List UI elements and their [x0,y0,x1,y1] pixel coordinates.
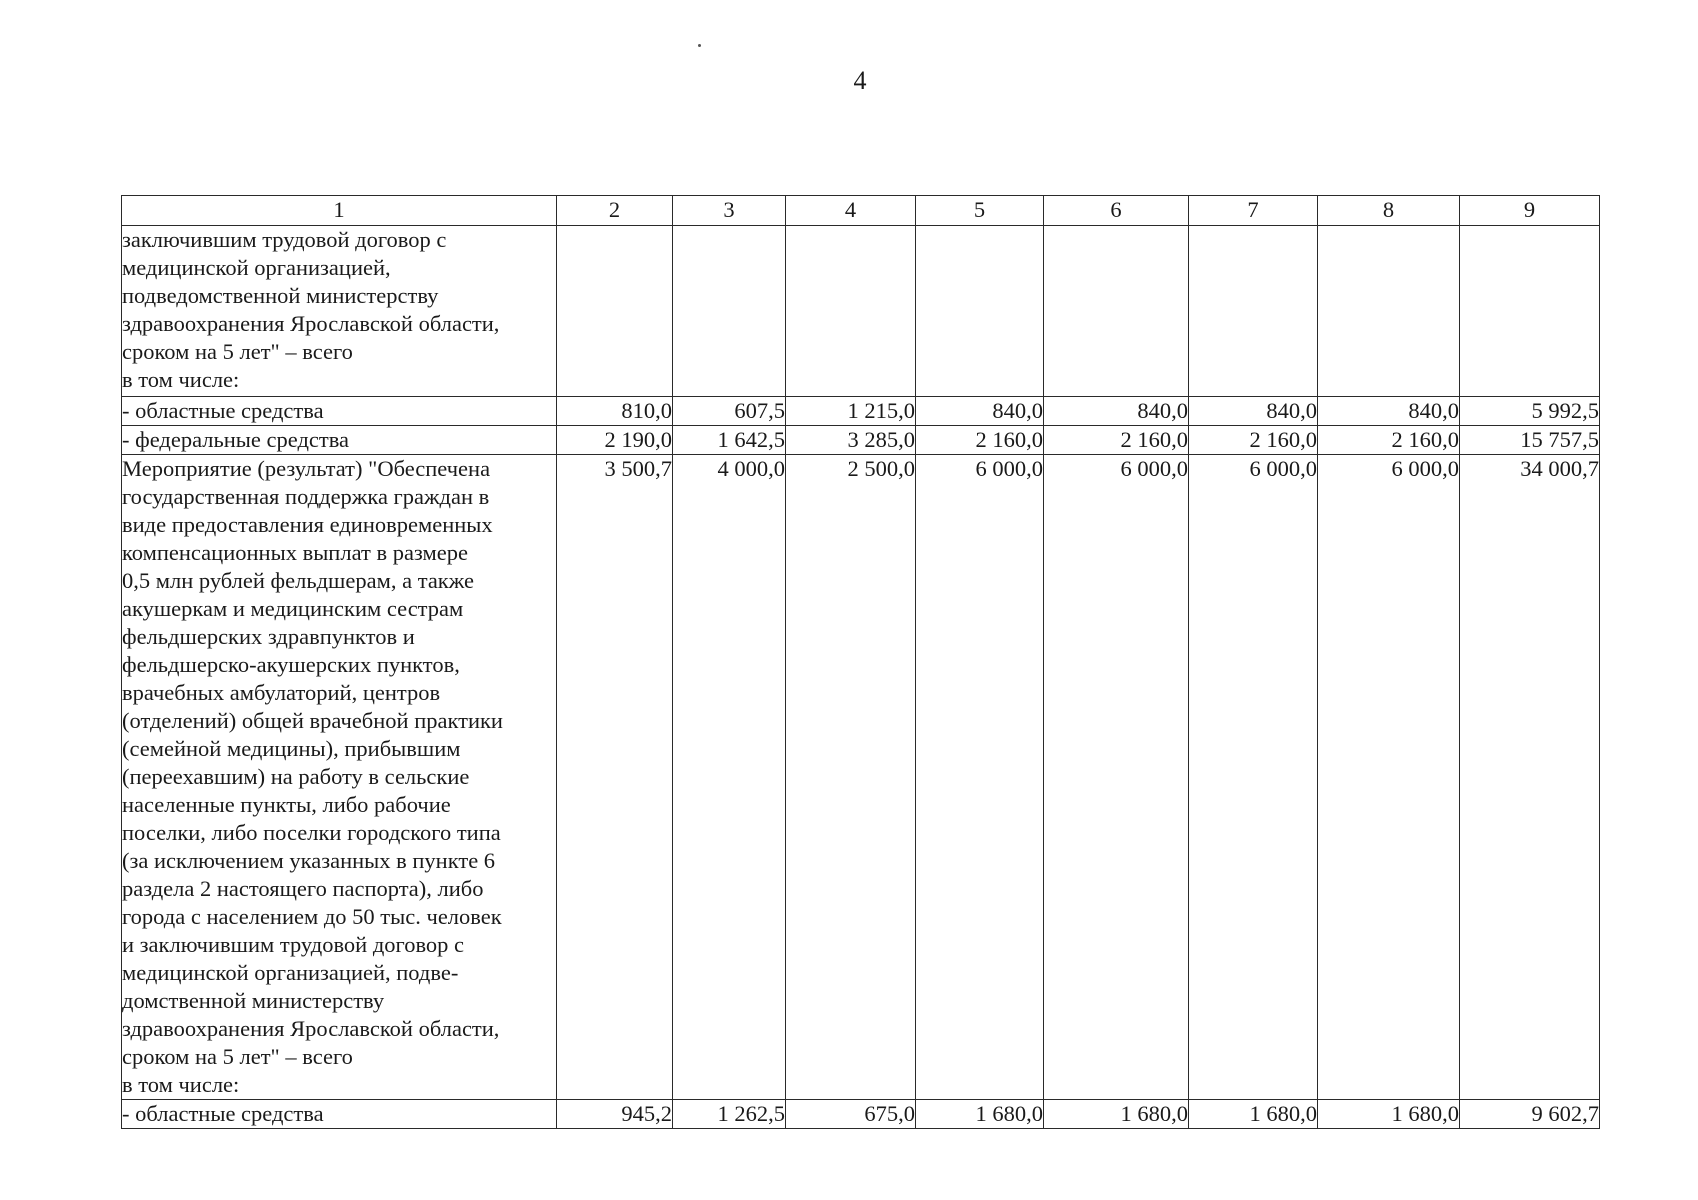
row-label: - федеральные средства [122,426,557,455]
value-cell: 945,2 [557,1100,673,1129]
value-cell: 1 680,0 [1044,1100,1189,1129]
value-cell [1044,226,1189,397]
value-cell: 840,0 [1189,397,1318,426]
value-cell: 5 992,5 [1460,397,1600,426]
value-cell: 3 500,7 [557,455,673,1100]
value-cell [916,226,1044,397]
row-description: Мероприятие (результат) "Обеспечена государственная поддержка граждан в виде предоставления единовременных компенсационных выплат в размере 0,5 млн рублей фельдшерам, а также акушеркам и медицинским сестрам фельдшерских здравпунктов и фельдшерско-акушерских пунктов, врачебных амбулаторий, центров (отделений) общей врачебной практики (семейной медицины), прибывшим (переехавшим) на работу в сельские населенные пункты, либо рабочие поселки, либо поселки городского типа (за исключением указанных в пункте 6 раздела 2 настоящего паспорта), либо города с населением до 50 тыс. человек и заключившим трудовой договор с медицинской организацией, подве- домственной министерству здравоохранения Ярославской области, сроком на 5 лет" – всего в том числе: [122,455,557,1100]
value-cell: 6 000,0 [1189,455,1318,1100]
column-header: 2 [557,196,673,226]
table-header-row [122,196,1600,226]
value-cell: 840,0 [916,397,1044,426]
value-cell: 607,5 [673,397,786,426]
value-cell: 810,0 [557,397,673,426]
table-row [122,426,1600,455]
table-row [122,397,1600,426]
value-cell: 2 190,0 [557,426,673,455]
budget-table [121,195,1600,1129]
column-header: 1 [122,196,557,226]
row-label: - областные средства [122,1100,557,1129]
value-cell: 1 680,0 [1318,1100,1460,1129]
value-cell [1189,226,1318,397]
column-header: 8 [1318,196,1460,226]
row-description: заключившим трудовой договор с медицинской организацией, подведомственной министерству здравоохранения Ярославской области, сроком на 5 лет" – всего в том числе: [122,226,557,397]
value-cell: 840,0 [1318,397,1460,426]
page-number: 4 [853,66,867,95]
value-cell: 1 215,0 [786,397,916,426]
value-cell: 9 602,7 [1460,1100,1600,1129]
value-cell [786,226,916,397]
value-cell: 6 000,0 [1318,455,1460,1100]
value-cell: 2 160,0 [916,426,1044,455]
row-label: - областные средства [122,397,557,426]
table-row [122,455,1600,1100]
value-cell: 3 285,0 [786,426,916,455]
value-cell: 34 000,7 [1460,455,1600,1100]
value-cell: 6 000,0 [1044,455,1189,1100]
value-cell: 4 000,0 [673,455,786,1100]
value-cell: 840,0 [1044,397,1189,426]
value-cell [1318,226,1460,397]
scan-speck [698,44,701,47]
column-header: 3 [673,196,786,226]
value-cell: 1 262,5 [673,1100,786,1129]
value-cell: 2 160,0 [1189,426,1318,455]
value-cell: 2 160,0 [1318,426,1460,455]
value-cell: 1 642,5 [673,426,786,455]
value-cell: 6 000,0 [916,455,1044,1100]
column-header: 5 [916,196,1044,226]
value-cell: 15 757,5 [1460,426,1600,455]
value-cell [673,226,786,397]
column-header: 4 [786,196,916,226]
value-cell: 2 160,0 [1044,426,1189,455]
value-cell: 2 500,0 [786,455,916,1100]
table-row [122,226,1600,397]
column-header: 7 [1189,196,1318,226]
value-cell [1460,226,1600,397]
value-cell: 675,0 [786,1100,916,1129]
value-cell [557,226,673,397]
column-header: 6 [1044,196,1189,226]
column-header: 9 [1460,196,1600,226]
value-cell: 1 680,0 [916,1100,1044,1129]
value-cell: 1 680,0 [1189,1100,1318,1129]
table-row [122,1100,1600,1129]
